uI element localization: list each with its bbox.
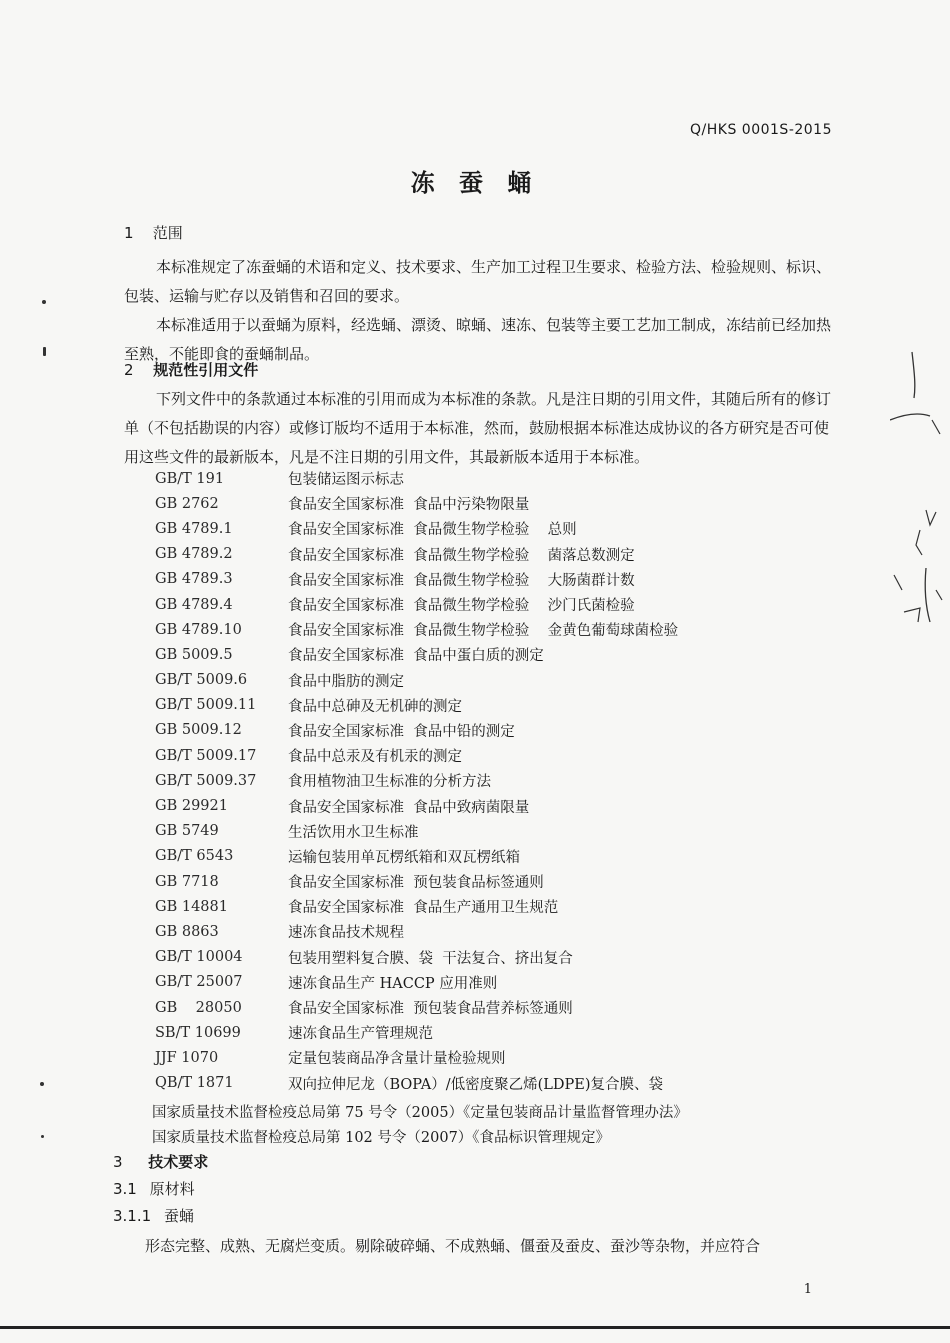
reference-title: 食品中总汞及有机汞的测定: [288, 749, 462, 766]
regulation-1: 国家质量技术监督检疫总局第 75 号令（2005）《定量包装商品计量监督管理办法》: [152, 1105, 688, 1121]
reference-list: [155, 466, 855, 1096]
reference-title: 食品安全国家标准 食品生产通用卫生规范: [288, 900, 559, 917]
reference-code: GB/T 6543: [155, 848, 234, 865]
reference-row: [155, 844, 855, 869]
reference-title: 速冻食品生产 HACCP 应用准则: [288, 975, 498, 992]
reference-row: [155, 668, 855, 693]
reference-title: 食品安全国家标准 食品微生物学检验 大肠菌群计数: [288, 572, 635, 589]
section-number: 1: [124, 224, 134, 242]
reference-row: [155, 516, 855, 541]
subsection-number: 3.1.1: [113, 1207, 152, 1225]
reference-code: GB/T 25007: [155, 974, 243, 991]
reference-row: [155, 970, 855, 995]
reference-title: 食品安全国家标准 食品微生物学检验 菌落总数测定: [288, 547, 635, 564]
reference-code: GB 8863: [155, 923, 219, 940]
reference-code: GB 29921: [155, 798, 228, 815]
regulation-2: 国家质量技术监督检疫总局第 102 号令（2007）《食品标识管理规定》: [152, 1130, 611, 1146]
reference-row: [155, 768, 855, 793]
reference-code: GB 5009.12: [155, 722, 242, 739]
reference-row: [155, 542, 855, 567]
reference-title: 食品安全国家标准 食品中铅的测定: [288, 723, 515, 740]
reference-row: [155, 793, 855, 818]
page-number: 1: [803, 1282, 812, 1297]
reference-title: 包装用塑料复合膜、袋 干法复合、挤出复合: [288, 950, 573, 967]
reference-title: 食品中总砷及无机砷的测定: [288, 698, 462, 715]
subsection-number: 3.1: [113, 1180, 137, 1198]
reference-row: [155, 869, 855, 894]
reference-row: [155, 894, 855, 919]
reference-code: GB 2762: [155, 495, 219, 512]
reference-code: GB 4789.1: [155, 520, 233, 537]
reference-row: [155, 743, 855, 768]
reference-title: 定量包装商品净含量计量检验规则: [288, 1051, 506, 1068]
section-number: 2: [124, 361, 134, 379]
reference-title: 食品安全国家标准 食品中污染物限量: [288, 497, 530, 514]
reference-code: GB/T 5009.37: [155, 772, 257, 789]
section-number: 3: [113, 1153, 123, 1171]
reference-row: [155, 466, 855, 491]
section-title: 规范性引用文件: [153, 361, 259, 379]
scan-speck: [40, 1082, 44, 1086]
reference-title: 食品安全国家标准 食品微生物学检验 总则: [288, 522, 577, 539]
reference-code: GB 4789.10: [155, 621, 242, 638]
reference-code: JJF 1070: [155, 1049, 219, 1066]
reference-row: [155, 592, 855, 617]
section-3-paragraph: 形态完整、成熟、无腐烂变质。剔除破碎蛹、不成熟蛹、僵蚕及蚕皮、蚕沙等杂物，并应符合: [145, 1237, 761, 1255]
reference-code: GB/T 10004: [155, 949, 243, 966]
reference-title: 食品安全国家标准 食品微生物学检验 金黄色葡萄球菌检验: [288, 623, 679, 640]
reference-row: [155, 919, 855, 944]
subsection-title: 原材料: [149, 1180, 195, 1198]
reference-row: [155, 945, 855, 970]
reference-code: GB 14881: [155, 898, 228, 915]
reference-code: QB/T 1871: [155, 1075, 234, 1092]
reference-code: GB 4789.3: [155, 571, 233, 588]
reference-code: GB 4789.4: [155, 596, 233, 613]
reference-code: GB 5749: [155, 823, 219, 840]
reference-code: GB/T 5009.6: [155, 672, 248, 689]
subsection-title: 蚕蛹: [163, 1207, 194, 1225]
section-1-paragraph-1: 本标准规定了冻蚕蛹的术语和定义、技术要求、生产加工过程卫生要求、检验方法、检验规则、标识、包装、运输与贮存以及销售和召回的要求。: [124, 258, 832, 305]
section-title: 范围: [152, 224, 183, 242]
reference-title: 食用植物油卫生标准的分析方法: [288, 774, 491, 791]
reference-title: 双向拉伸尼龙（BOPA）/低密度聚乙烯(LDPE)复合膜、袋: [288, 1076, 664, 1093]
scan-speck: [43, 347, 46, 356]
reference-title: 速冻食品生产管理规范: [288, 1026, 433, 1043]
reference-row: [155, 819, 855, 844]
margin-pen-marks: [890, 350, 950, 670]
reference-code: GB/T 5009.11: [155, 697, 257, 714]
section-1-heading: [124, 222, 183, 243]
standard-code: Q/HKS 0001S-2015: [690, 122, 832, 138]
reference-row: [155, 1020, 855, 1045]
reference-code: GB 5009.5: [155, 646, 233, 663]
document-title: 冻 蚕 蛹: [410, 169, 540, 197]
reference-row: [155, 617, 855, 642]
reference-title: 生活饮用水卫生标准: [288, 824, 419, 841]
reference-title: 食品安全国家标准 食品中致病菌限量: [288, 799, 530, 816]
section-2-intro: 下列文件中的条款通过本标准的引用而成为本标准的条款。凡是注日期的引用文件，其随后所有的修订单（不包括勘误的内容）或修订版均不适用于本标准，然而，鼓励根据本标准达成协议的各方研究是否可使用这些文件的最新版本，凡是不注日期的引用文件，其最新版本适用于本标准。: [124, 390, 832, 466]
section-title: 技术要求: [148, 1153, 209, 1171]
reference-row: [155, 491, 855, 516]
reference-title: 食品安全国家标准 食品中蛋白质的测定: [288, 648, 544, 665]
reference-code: GB 28050: [155, 999, 242, 1016]
reference-row: [155, 1071, 855, 1096]
reference-title: 食品安全国家标准 预包装食品标签通则: [288, 875, 544, 892]
reference-code: GB/T 191: [155, 470, 225, 487]
scan-speck: [41, 1135, 44, 1138]
reference-row: [155, 1045, 855, 1070]
reference-row: [155, 718, 855, 743]
reference-code: SB/T 10699: [155, 1024, 241, 1041]
section-2-heading: [124, 359, 258, 380]
reference-code: GB 4789.2: [155, 546, 233, 563]
reference-row: [155, 693, 855, 718]
scan-edge: [0, 1326, 950, 1329]
section-3-heading: [113, 1151, 208, 1172]
section-1-paragraph-2: 本标准适用于以蚕蛹为原料，经选蛹、漂烫、晾蛹、速冻、包装等主要工艺加工制成，冻结前已经加热至熟，不能即食的蚕蛹制品。: [124, 316, 832, 363]
reference-title: 包装储运图示标志: [288, 472, 404, 489]
reference-code: GB/T 5009.17: [155, 747, 257, 764]
reference-title: 速冻食品技术规程: [288, 925, 404, 942]
reference-title: 运输包装用单瓦楞纸箱和双瓦楞纸箱: [288, 849, 520, 866]
subsection-3-1: [113, 1178, 195, 1199]
reference-row: [155, 995, 855, 1020]
scan-speck: [42, 300, 46, 304]
reference-code: GB 7718: [155, 873, 219, 890]
reference-title: 食品中脂肪的测定: [288, 673, 404, 690]
reference-row: [155, 642, 855, 667]
reference-title: 食品安全国家标准 预包装食品营养标签通则: [288, 1001, 573, 1018]
reference-row: [155, 567, 855, 592]
reference-title: 食品安全国家标准 食品微生物学检验 沙门氏菌检验: [288, 598, 635, 615]
subsection-3-1-1: [113, 1205, 194, 1226]
